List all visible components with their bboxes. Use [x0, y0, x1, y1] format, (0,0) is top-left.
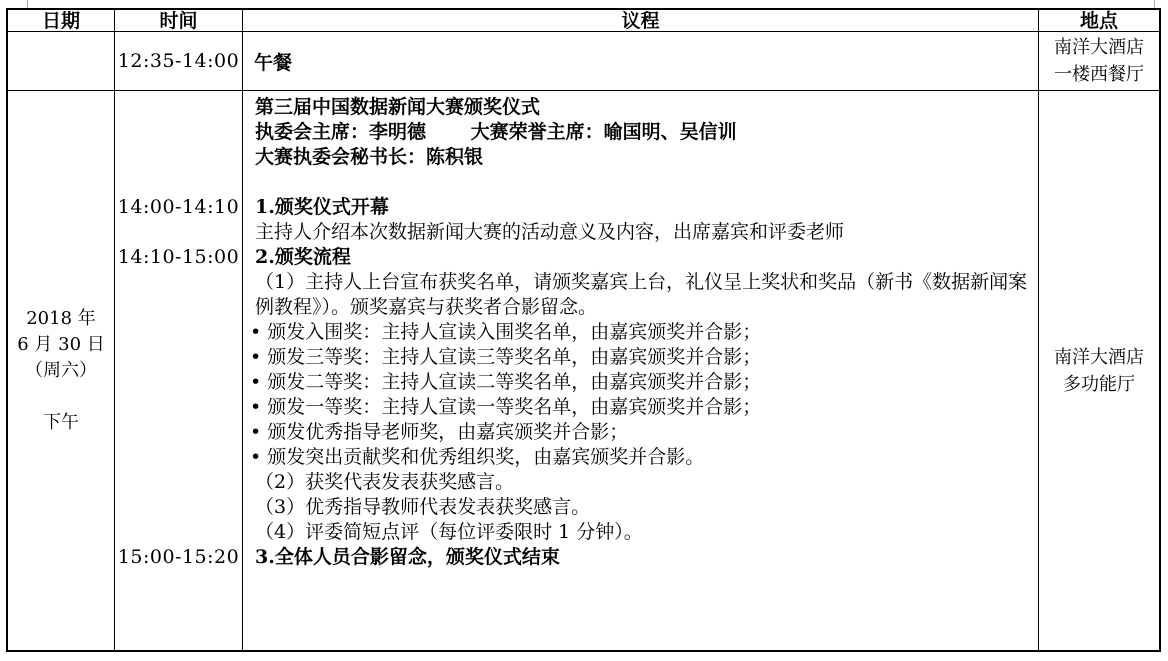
- lunch-location-line: 南洋大酒店: [1054, 37, 1144, 58]
- ceremony-location-cell: [1039, 91, 1159, 650]
- agenda-line: 例教程》）。颁奖嘉宾与获奖者合影留念。: [255, 296, 598, 318]
- lunch-date-cell: [8, 32, 115, 91]
- header-date: 日期: [8, 10, 115, 32]
- lunch-time: 12:35-14:00: [117, 50, 240, 72]
- header-agenda: 议程: [243, 10, 1039, 32]
- ceremony-time: 15:00-15:20: [117, 546, 240, 568]
- date-line: 2018 年: [26, 307, 96, 329]
- ceremony-location-line: 多功能厅: [1063, 373, 1135, 395]
- ceremony-date-cell: [8, 91, 115, 650]
- agenda-chairs-line: 执委会主席：李明德 大赛荣誉主席：喻国明、吴信训: [255, 121, 737, 143]
- lunch-time-cell: [115, 32, 243, 91]
- agenda-line: 主持人介绍本次数据新闻大赛的活动意义及内容，出席嘉宾和评委老师: [255, 221, 845, 243]
- date-line: 6 月 30 日: [17, 333, 105, 355]
- agenda-line: （3）优秀指导教师代表发表获奖感言。: [255, 496, 591, 518]
- ceremony-time-cell: [115, 91, 243, 650]
- header-time: 时间: [115, 10, 243, 32]
- agenda-bullet-line: • 颁发一等奖：主持人宣读一等奖名单，由嘉宾颁奖并合影；: [250, 396, 762, 418]
- agenda-secretary-line: 大赛执委会秘书长：陈积银: [255, 146, 484, 168]
- lunch-agenda-text: 午餐: [254, 51, 293, 74]
- agenda-title-line: 第三届中国数据新闻大赛颁奖仪式: [255, 96, 541, 118]
- header-location: 地点: [1039, 10, 1159, 32]
- agenda-line: （2）获奖代表发表获奖感言。: [255, 471, 515, 493]
- lunch-agenda-cell: [243, 32, 1039, 91]
- lunch-location-cell: [1039, 32, 1159, 91]
- agenda-item-1: 1.颁奖仪式开幕: [255, 196, 389, 218]
- ceremony-location-line: 南洋大酒店: [1054, 346, 1144, 368]
- page-crop-mark-left: [27, 0, 28, 8]
- lunch-location-line: 一楼西餐厅: [1054, 64, 1144, 85]
- agenda-bullet-line: • 颁发优秀指导老师奖，由嘉宾颁奖并合影；: [250, 421, 629, 443]
- schedule-table: [6, 8, 1161, 652]
- agenda-bullet-line: • 颁发入围奖：主持人宣读入围奖名单，由嘉宾颁奖并合影；: [250, 321, 762, 343]
- ceremony-time: 14:00-14:10: [117, 196, 240, 218]
- agenda-line: （4）评委简短点评（每位评委限时 1 分钟）。: [255, 521, 643, 543]
- ceremony-agenda-cell: [243, 91, 1039, 650]
- agenda-line: （1）主持人上台宣布获奖名单，请颁奖嘉宾上台，礼仪呈上奖状和奖品（新书《数据新闻案: [255, 271, 1028, 293]
- agenda-blank-line: [255, 170, 1032, 195]
- agenda-item-2: 2.颁奖流程: [255, 246, 351, 268]
- page-crop-mark-right: [1154, 0, 1155, 8]
- date-line: （周六）: [25, 359, 97, 381]
- agenda-bullet-line: • 颁发三等奖：主持人宣读三等奖名单，由嘉宾颁奖并合影；: [250, 346, 762, 368]
- agenda-bullet-line: • 颁发二等奖：主持人宣读二等奖名单，由嘉宾颁奖并合影；: [250, 371, 762, 393]
- date-line: 下午: [43, 411, 79, 433]
- agenda-item-3: 3.全体人员合影留念，颁奖仪式结束: [255, 546, 560, 568]
- ceremony-time: 14:10-15:00: [117, 246, 240, 268]
- agenda-bullet-line: • 颁发突出贡献奖和优秀组织奖，由嘉宾颁奖并合影。: [250, 446, 705, 468]
